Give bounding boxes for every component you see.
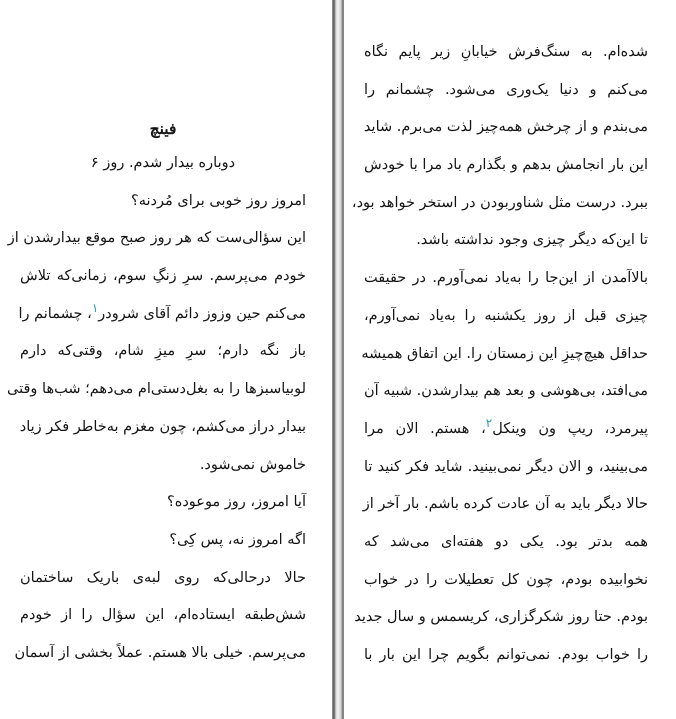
text-line: شده‌ام. به سنگ‌فرش خیابانِ زیر پایم نگاه xyxy=(364,44,648,60)
chapter-subheading: دوباره بیدار شدم. روز ۶ xyxy=(90,155,236,171)
text-line: می‌بینید، و الان دیگر نمی‌بینید. شاید فکر کنید تا xyxy=(364,458,648,475)
text-line: بودم. حتا روز شکرگزاری، کریسمس و سال جدید xyxy=(354,609,648,626)
right-text-block xyxy=(351,0,648,675)
text-line: چیزی قبل از روز یکشنبه را به‌یاد نمی‌آورم، xyxy=(364,307,648,324)
text-line: تا این‌که دیگر چیزی وجود نداشته باشد. xyxy=(416,232,648,249)
text-line: حالا درحالی‌که روی لبه‌ی باریک ساختمان xyxy=(20,569,306,586)
text-line: خودم می‌پرسم. سرِ زنگِ سوم، زمانی‌که تلاش xyxy=(20,268,306,285)
text-line: بالاآمدن از این‌جا را به‌یاد نمی‌آورم. در حقیقت xyxy=(364,270,648,287)
text-line: حداقل هیچ‌چیزِ این زمستان را. این اتفاق همیشه xyxy=(361,345,648,362)
text-line: همه بدتر بود. یکی دو هفته‌ای می‌شد که xyxy=(364,533,648,550)
text-line: باز نگه دارم؛ سرِ میزِ شام، وقتی‌که دارم xyxy=(20,343,306,360)
text-line: این سؤالی‌ست که هر روز صبح موقع بیدارشدن از xyxy=(7,230,306,247)
text-line xyxy=(364,411,648,449)
text-line: شش‌طبقه ایستاده‌ام، این سؤال را از خودم xyxy=(20,607,306,624)
chapter-title: فینچ xyxy=(149,119,177,138)
text-segment: ، چشمانم را xyxy=(18,305,92,322)
left-text-block xyxy=(7,183,306,673)
text-line: آیا امروز، روز موعوده؟ xyxy=(167,494,306,511)
text-line: را خواب بودم. نمی‌توانم بگویم چرا این بار با xyxy=(364,647,648,663)
text-line: حالا دیگر باید به آن عادت کرده باشم. بار آخر از xyxy=(362,496,648,513)
text-line: امروز روز خوبی برای مُردنه؟ xyxy=(131,192,306,209)
text-segment: می‌کنم حین وزوز دائم آقای شرودر xyxy=(98,305,306,322)
text-line: می‌افتد، بی‌هوشی و بعد هم بیدارشدن. شبیه آن xyxy=(364,383,648,400)
text-line: می‌بندم و از چرخش همه‌چیز لذت می‌برم. شاید xyxy=(363,119,648,136)
text-line: ببرد. درست مثل شناوربودن در استخر خواهد بود، xyxy=(351,194,648,211)
text-line: می‌پرسم. خیلی بالا هستم. عملاً بخشی از آسمان xyxy=(14,644,306,661)
footnote-marker[interactable]: ۲ xyxy=(485,416,493,431)
right-page xyxy=(344,0,676,719)
text-line: می‌کنم و دنیا یک‌وری می‌شود. چشمانم را xyxy=(364,81,648,98)
footnote-marker[interactable]: ۱ xyxy=(91,300,99,315)
text-line: نخوابیده بودم، چون کل تعطیلات را در خواب xyxy=(364,571,648,588)
left-page xyxy=(0,0,332,719)
book-spine xyxy=(332,0,344,719)
text-line: اگه امروز نه، پس کِی؟ xyxy=(169,531,306,548)
text-line: لوبیاسبزها را به بغل‌دستی‌ام می‌دهم؛ شب‌ها وقتی xyxy=(7,381,306,398)
text-line: خاموش نمی‌شود. xyxy=(199,456,306,473)
text-segment: پیرمرد، ریپ ون وینکل xyxy=(492,420,648,437)
text-line xyxy=(20,296,306,334)
text-line: این بار انجامش بدهم و بگذارم باد مرا با خودش xyxy=(364,157,648,174)
text-segment: ، هستم. الان مرا xyxy=(364,420,486,437)
text-line: بیدار دراز می‌کشم، چون مغزم به‌خاطر فکر زیاد xyxy=(19,418,306,435)
